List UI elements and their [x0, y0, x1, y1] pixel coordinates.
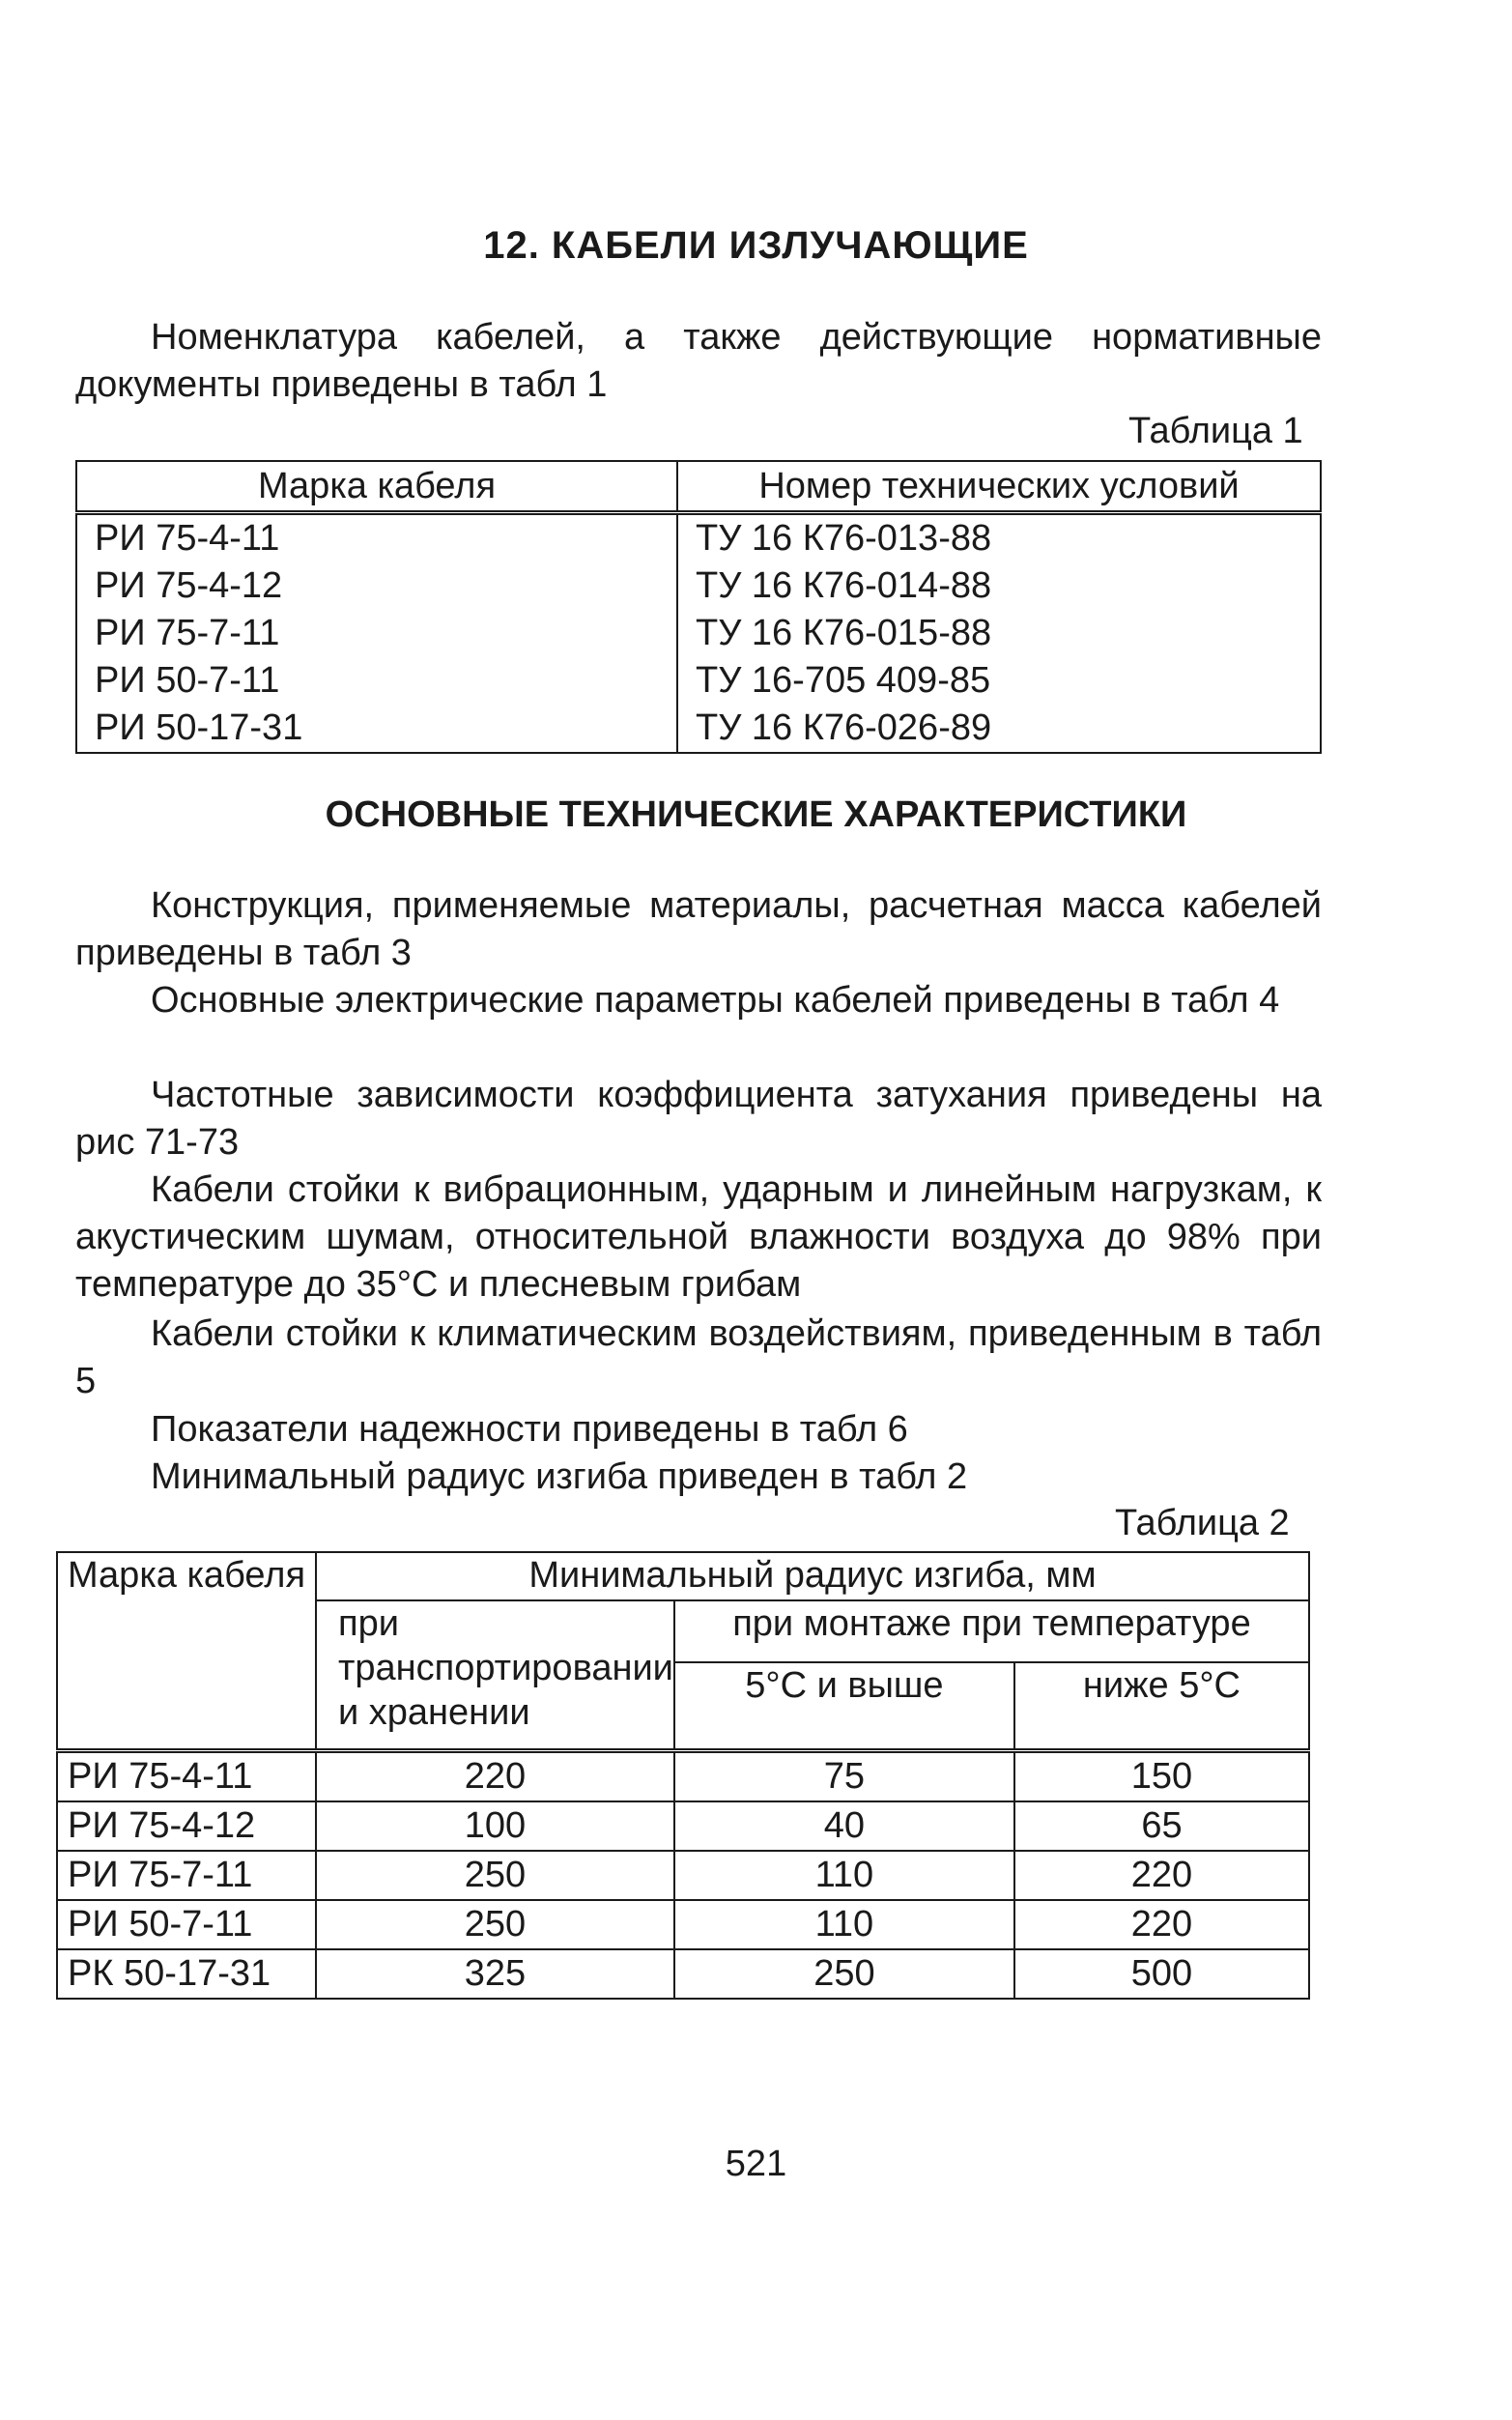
cell-tu: ТУ 16-705 409-85 [677, 657, 1321, 705]
cell-brand: РИ 50-17-31 [76, 705, 677, 753]
header-brand: Марка кабеля [57, 1552, 316, 1751]
cell-transport: 100 [316, 1801, 674, 1851]
cell-brand: РИ 75-4-12 [57, 1801, 316, 1851]
paragraph: Частотные зависимости коэффициента затухания приведены на рис 71-73 [75, 1075, 1322, 1163]
paragraph: Минимальный радиус изгиба приведен в табл 2 [151, 1456, 968, 1497]
cell-transport: 220 [316, 1751, 674, 1802]
table-row [57, 1851, 1309, 1900]
header-mounting: при монтаже при температуре [674, 1600, 1309, 1662]
table-row [76, 657, 1321, 705]
paragraph: Показатели надежности приведены в табл 6 [151, 1409, 908, 1450]
cell-below-5: 220 [1014, 1900, 1309, 1949]
cell-above-5: 75 [674, 1751, 1014, 1802]
paragraph: Конструкция, применяемые материалы, расчетная масса кабелей приведены в табл 3 [75, 885, 1322, 973]
cell-tu: ТУ 16 К76-014-88 [677, 562, 1321, 610]
section-title: 12. КАБЕЛИ ИЗЛУЧАЮЩИЕ [483, 224, 1029, 267]
header-radius: Минимальный радиус изгиба, мм [316, 1552, 1309, 1600]
page-number: 521 [725, 2144, 787, 2184]
intro-paragraph: Номенклатура кабелей, а также действующие нормативные документы приведены в табл 1 [75, 317, 1322, 405]
table1-caption: Таблица 1 [1128, 411, 1303, 451]
cell-tu: ТУ 16 К76-013-88 [677, 513, 1321, 563]
cell-transport: 325 [316, 1949, 674, 1999]
cell-tu: ТУ 16 К76-026-89 [677, 705, 1321, 753]
cell-above-5: 40 [674, 1801, 1014, 1851]
header-above-5: 5°С и выше [674, 1662, 1014, 1751]
paragraph: Кабели стойки к вибрационным, ударным и линейным нагрузкам, к акустическим шумам, относительной влажности воздуха до 98% при температуре до 35°С и плесневым грибам [75, 1169, 1322, 1305]
paragraph: Основные электрические параметры кабелей приведены в табл 4 [151, 980, 1280, 1021]
table-row [57, 1900, 1309, 1949]
table-row [57, 1949, 1309, 1999]
cell-below-5: 500 [1014, 1949, 1309, 1999]
table-2 [56, 1551, 1310, 2000]
header-brand: Марка кабеля [76, 461, 677, 513]
paragraph: Кабели стойки к климатическим воздействиям, приведенным в табл 5 [75, 1313, 1322, 1401]
table-header-row [76, 461, 1321, 513]
cell-brand: РИ 75-4-11 [76, 513, 677, 563]
table-row [76, 610, 1321, 657]
header-tu: Номер технических условий [677, 461, 1321, 513]
cell-brand: РИ 75-4-11 [57, 1751, 316, 1802]
table2-caption: Таблица 2 [1115, 1503, 1290, 1543]
cell-above-5: 110 [674, 1900, 1014, 1949]
cell-below-5: 220 [1014, 1851, 1309, 1900]
cell-brand: РИ 75-7-11 [57, 1851, 316, 1900]
table-row [76, 562, 1321, 610]
cell-above-5: 250 [674, 1949, 1014, 1999]
cell-brand: РИ 50-7-11 [76, 657, 677, 705]
subsection-title: ОСНОВНЫЕ ТЕХНИЧЕСКИЕ ХАРАКТЕРИСТИКИ [325, 794, 1187, 835]
header-below-5: ниже 5°С [1014, 1662, 1309, 1751]
cell-brand: РИ 50-7-11 [57, 1900, 316, 1949]
table-header-row [57, 1552, 1309, 1600]
cell-transport: 250 [316, 1851, 674, 1900]
cell-below-5: 65 [1014, 1801, 1309, 1851]
cell-below-5: 150 [1014, 1751, 1309, 1802]
table-row [76, 513, 1321, 563]
table-row [57, 1751, 1309, 1802]
cell-above-5: 110 [674, 1851, 1014, 1900]
cell-brand: РК 50-17-31 [57, 1949, 316, 1999]
table-1 [75, 460, 1322, 754]
cell-brand: РИ 75-4-12 [76, 562, 677, 610]
header-transport: при транспортировании и хранении [316, 1600, 674, 1751]
cell-transport: 250 [316, 1900, 674, 1949]
table-row [76, 705, 1321, 753]
cell-brand: РИ 75-7-11 [76, 610, 677, 657]
cell-tu: ТУ 16 К76-015-88 [677, 610, 1321, 657]
table-row [57, 1801, 1309, 1851]
